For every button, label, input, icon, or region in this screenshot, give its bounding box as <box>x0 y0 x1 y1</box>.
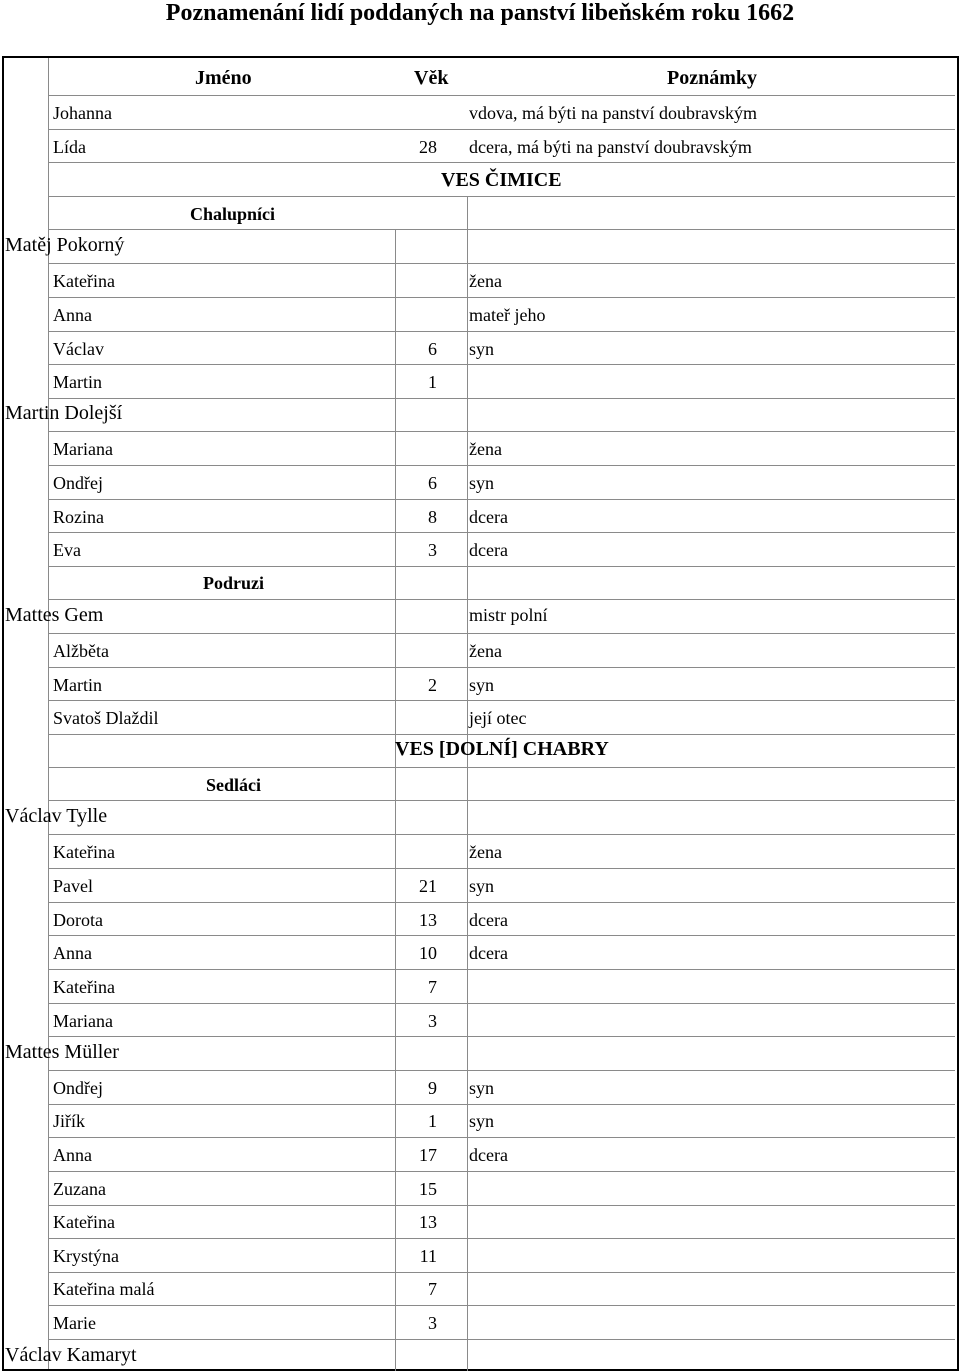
member-note: dcera <box>469 507 508 527</box>
member-age: 9 <box>428 1078 437 1098</box>
row-divider <box>48 767 955 768</box>
member-name: Anna <box>53 943 92 963</box>
row-divider <box>48 297 955 298</box>
row-divider <box>48 431 955 432</box>
row-divider <box>48 398 955 399</box>
member-age: 13 <box>419 910 437 930</box>
row-divider <box>48 331 955 332</box>
row-divider <box>48 599 955 600</box>
member-name: Pavel <box>53 876 93 896</box>
member-note: syn <box>469 339 495 359</box>
row-divider <box>48 1003 955 1004</box>
member-age: 17 <box>419 1145 437 1165</box>
member-age: 7 <box>428 1279 437 1299</box>
row-divider <box>48 1137 955 1138</box>
member-age: 1 <box>428 1111 437 1131</box>
column-divider <box>467 196 468 1371</box>
row-divider <box>48 700 955 701</box>
member-name: Kateřina <box>53 1212 115 1232</box>
member-note: dcera <box>469 1145 508 1165</box>
row-divider <box>48 95 955 96</box>
member-note: dcera <box>469 910 508 930</box>
member-name: Jiřík <box>53 1111 86 1131</box>
member-note: její otec <box>469 708 527 728</box>
member-age: 28 <box>419 137 437 157</box>
member-name: Dorota <box>53 910 103 930</box>
member-name: Lída <box>53 137 86 157</box>
member-name: Mariana <box>53 1011 113 1031</box>
member-name: Svatoš Dlaždil <box>53 708 159 728</box>
member-note: žena <box>469 271 502 291</box>
member-age: 1 <box>428 372 437 392</box>
row-divider <box>48 935 955 936</box>
row-divider <box>48 229 955 230</box>
member-name: Kateřina malá <box>53 1279 155 1299</box>
member-name: Eva <box>53 540 81 560</box>
member-name: Johanna <box>53 103 112 123</box>
row-divider <box>48 566 955 567</box>
household-head: Mattes Müller <box>5 1041 119 1063</box>
row-divider <box>48 465 955 466</box>
row-divider <box>48 1205 955 1206</box>
group-heading: Podruzi <box>203 573 264 593</box>
member-note: vdova, má býti na panství doubravským <box>469 103 757 123</box>
member-note: žena <box>469 842 502 862</box>
row-divider <box>48 129 955 130</box>
member-name: Zuzana <box>53 1179 106 1199</box>
row-divider <box>48 162 955 163</box>
member-note: syn <box>469 473 495 493</box>
page-title: Poznamenání lidí poddaných na panství libeňském roku 1662 <box>165 0 795 26</box>
column-divider <box>395 230 396 1371</box>
member-name: Martin <box>53 372 102 392</box>
member-name: Marie <box>53 1313 96 1333</box>
household-head: Martin Dolejší <box>5 402 123 424</box>
row-divider <box>48 196 955 197</box>
member-age: 3 <box>428 1313 437 1333</box>
member-name: Kateřina <box>53 271 115 291</box>
member-age: 11 <box>419 1246 437 1266</box>
member-note: syn <box>469 675 495 695</box>
row-divider <box>48 734 955 735</box>
member-name: Anna <box>53 305 92 325</box>
header-name: Jméno <box>195 67 252 89</box>
row-divider <box>48 902 955 903</box>
member-name: Martin <box>53 675 102 695</box>
member-name: Mariana <box>53 439 113 459</box>
member-age: 13 <box>419 1212 437 1232</box>
member-name: Alžběta <box>53 641 109 661</box>
row-divider <box>48 1070 955 1071</box>
row-divider <box>48 1339 955 1340</box>
row-divider <box>48 633 955 634</box>
member-age: 3 <box>428 1011 437 1031</box>
row-divider <box>48 263 955 264</box>
member-name: Václav <box>53 339 104 359</box>
row-divider <box>48 499 955 500</box>
village-heading: VES [DOLNÍ] CHABRY <box>395 738 609 760</box>
member-age: 8 <box>428 507 437 527</box>
row-divider <box>48 1272 955 1273</box>
row-divider <box>48 364 955 365</box>
row-divider <box>48 969 955 970</box>
member-age: 6 <box>428 473 437 493</box>
row-divider <box>48 1036 955 1037</box>
village-heading: VES ČIMICE <box>441 169 562 191</box>
row-divider <box>48 532 955 533</box>
member-note: žena <box>469 641 502 661</box>
member-note: mateř jeho <box>469 305 546 325</box>
household-head: Václav Tylle <box>5 805 108 827</box>
member-note: syn <box>469 876 495 896</box>
member-age: 15 <box>419 1179 437 1199</box>
member-age: 10 <box>419 943 437 963</box>
header-age: Věk <box>414 67 449 89</box>
member-note: dcera <box>469 540 508 560</box>
group-heading: Sedláci <box>206 775 262 795</box>
member-note: dcera, má býti na panství doubravským <box>469 137 752 157</box>
member-name: Anna <box>53 1145 92 1165</box>
member-note: dcera <box>469 943 508 963</box>
member-note: žena <box>469 439 502 459</box>
group-heading: Chalupníci <box>190 204 276 224</box>
member-name: Rozina <box>53 507 104 527</box>
row-divider <box>48 1171 955 1172</box>
row-divider <box>48 1104 955 1105</box>
row-divider <box>48 868 955 869</box>
member-note: mistr polní <box>469 605 548 625</box>
member-age: 3 <box>428 540 437 560</box>
household-head: Matěj Pokorný <box>5 234 125 256</box>
member-age: 2 <box>428 675 437 695</box>
header-notes: Poznámky <box>667 67 757 89</box>
member-name: Ondřej <box>53 1078 103 1098</box>
member-name: Ondřej <box>53 473 103 493</box>
member-age: 6 <box>428 339 437 359</box>
member-name: Kateřina <box>53 977 115 997</box>
row-divider <box>48 1305 955 1306</box>
member-name: Kateřina <box>53 842 115 862</box>
member-age: 21 <box>419 876 437 896</box>
row-divider <box>48 1238 955 1239</box>
member-note: syn <box>469 1111 495 1131</box>
row-divider <box>48 834 955 835</box>
household-head: Mattes Gem <box>5 604 104 626</box>
member-note: syn <box>469 1078 495 1098</box>
row-divider <box>48 800 955 801</box>
member-age: 7 <box>428 977 437 997</box>
member-name: Krystýna <box>53 1246 119 1266</box>
row-divider <box>48 667 955 668</box>
household-head: Václav Kamaryt <box>5 1344 137 1366</box>
